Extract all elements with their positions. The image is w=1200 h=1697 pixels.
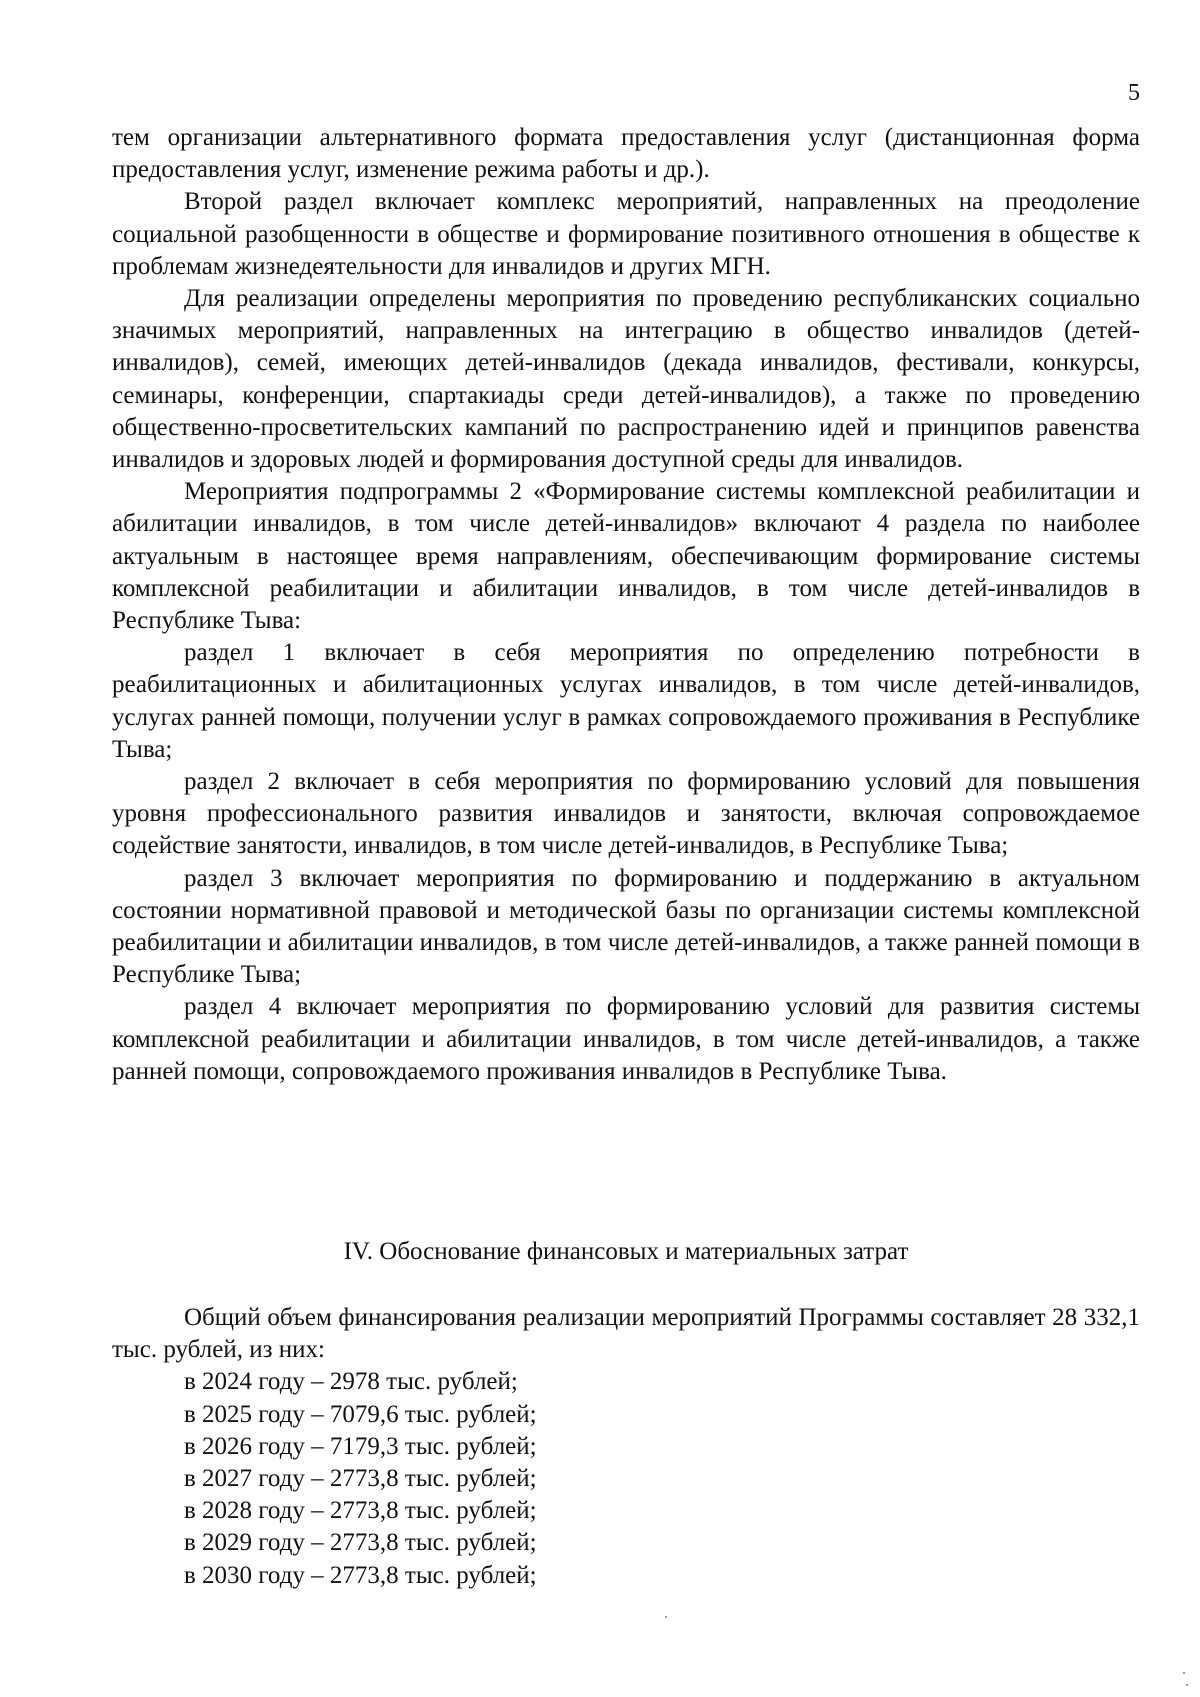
- paragraph: Второй раздел включает комплекс мероприятий, направленных на преодоление социальной разобщенности в обществе и формирование позитивного отношения в обществе к проблемам жизнедеятельности для инвалидов и других МГН.: [112, 188, 1140, 280]
- finance-year-item: в 2025 году – 7079,6 тыс. рублей;: [184, 1400, 537, 1428]
- finance-year-item: в 2026 году – 7179,3 тыс. рублей;: [184, 1432, 537, 1460]
- finance-block: [112, 1302, 1140, 1592]
- paragraph: Для реализации определены мероприятия по проведению республиканских социально значимых мероприятий, направленных на интеграцию в общество инвалидов (детей-инвалидов), семей, имеющих детей-инвалидов (декада инвалидов, фестивали, конкурсы, семинары, конференции, спартакиады среди детей-инвалидов), а также по проведению общественно-просветительских кампаний по распространению идей и принципов равенства инвалидов и здоровых людей и формирования доступной среды для инвалидов.: [112, 285, 1140, 474]
- paragraph-section-3: раздел 3 включает мероприятия по формированию и поддержанию в актуальном состоянии нормативной правовой и методической базы по организации системы комплексной реабилитации и абилитации инвалидов, в том числе детей-инвалидов, а также ранней помощи в Республике Тыва;: [112, 864, 1140, 989]
- body-text: [112, 122, 1140, 1088]
- finance-year-item: в 2027 году – 2773,8 тыс. рублей;: [184, 1465, 537, 1493]
- scan-speck: [665, 1616, 667, 1618]
- paragraph-section-2: раздел 2 включает в себя мероприятия по формированию условий для повышения уровня профессионального развития инвалидов и занятости, включая сопровождаемое содействие занятости, инвалидов, в том числе детей-инвалидов, в Республике Тыва;: [112, 768, 1140, 860]
- paragraph: тем организации альтернативного формата предоставления услуг (дистанционная форма предоставления услуг, изменение режима работы и др.).: [112, 124, 1140, 184]
- finance-year-item: в 2029 году – 2773,8 тыс. рублей;: [184, 1529, 537, 1557]
- paragraph-section-4: раздел 4 включает мероприятия по формированию условий для развития системы комплексной реабилитации и абилитации инвалидов, в том числе детей-инвалидов, а также ранней помощи, сопровождаемого проживания инвалидов в Республике Тыва.: [112, 993, 1140, 1085]
- scan-speck: [1186, 1684, 1188, 1686]
- page-number: 5: [1128, 80, 1140, 106]
- paragraph-section-1: раздел 1 включает в себя мероприятия по определению потребности в реабилитационных и абилитационных услугах инвалидов, в том числе детей-инвалидов, услугах ранней помощи, получении услуг в рамках сопровождаемого проживания в Республике Тыва;: [112, 639, 1140, 763]
- paragraph: Мероприятия подпрограммы 2 «Формирование системы комплексной реабилитации и абилитации инвалидов, в том числе детей-инвалидов» включают 4 раздела по наиболее актуальным в настоящее время направлениям, обеспечивающим формирование системы комплексной реабилитации и абилитации инвалидов, в том числе детей-инвалидов в Республике Тыва:: [112, 478, 1140, 635]
- finance-intro: Общий объем финансирования реализации мероприятий Программы составляет 28 332,1 тыс. рублей, из них:: [112, 1304, 1140, 1364]
- finance-year-item: в 2024 году – 2978 тыс. рублей;: [184, 1368, 518, 1396]
- scan-speck: [1183, 1672, 1185, 1674]
- section-heading: IV. Обоснование финансовых и материальных затрат: [343, 1238, 909, 1265]
- finance-year-list: [112, 1366, 1140, 1591]
- finance-year-item: в 2028 году – 2773,8 тыс. рублей;: [184, 1497, 537, 1525]
- finance-year-item: в 2030 году – 2773,8 тыс. рублей;: [184, 1561, 537, 1589]
